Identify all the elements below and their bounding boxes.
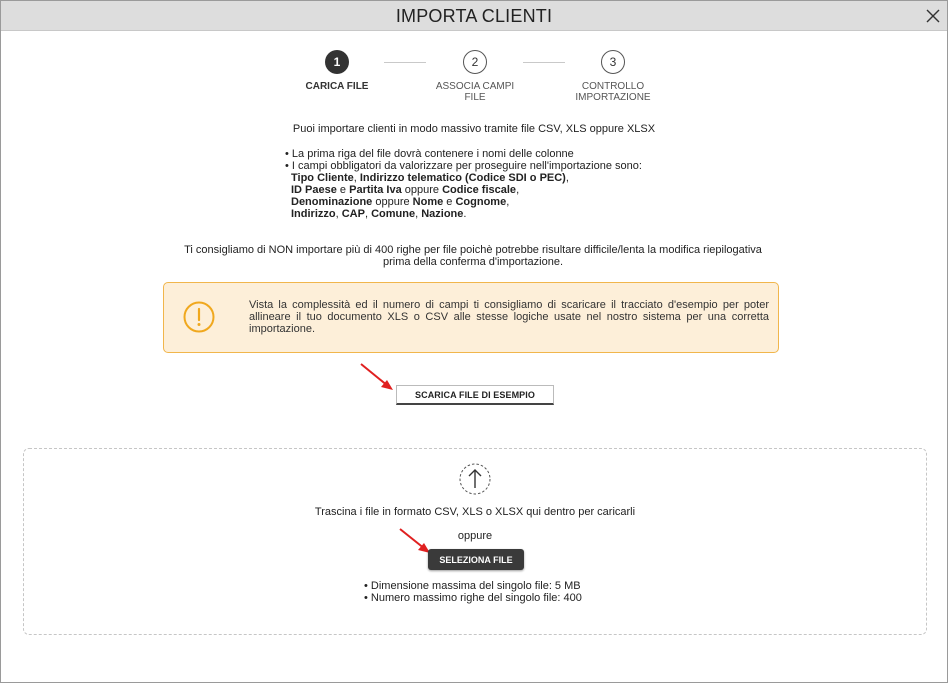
- rule-required-intro: • I campi obbligatori da valorizzare per proseguire nell'importazione sono:: [285, 160, 642, 172]
- limit-row-count: • Numero massimo righe del singolo file: 400: [364, 592, 582, 604]
- required-fields-line-4: Indirizzo, CAP, Comune, Nazione.: [291, 208, 467, 220]
- step-2-label: [420, 81, 530, 103]
- dialog-title: IMPORTA CLIENTI: [395, 6, 553, 26]
- annotation-arrow: [396, 525, 432, 555]
- file-dropzone[interactable]: [23, 448, 927, 635]
- step-3-label-line1: CONTROLLO: [581, 81, 645, 92]
- required-fields-line-1: Tipo Cliente, Indirizzo telematico (Codice SDI o PEC),: [291, 172, 569, 184]
- step-2-circle: 2: [463, 50, 487, 74]
- step-3-label: [558, 81, 668, 103]
- dropzone-or-text: oppure: [457, 530, 493, 542]
- step-3-circle: 3: [601, 50, 625, 74]
- step-controllo-importazione: [558, 50, 668, 103]
- annotation-arrow: [357, 360, 395, 392]
- step-1-label: CARICA FILE: [305, 81, 369, 92]
- row-limit-advice: [161, 244, 785, 268]
- step-3-label-line2: IMPORTAZIONE: [575, 92, 651, 103]
- close-icon[interactable]: [923, 6, 943, 26]
- download-sample-button[interactable]: SCARICA FILE DI ESEMPIO: [396, 385, 554, 405]
- warning-message: Vista la complessità ed il numero di campi ti consigliamo di scaricare il tracciato d'esempio per poter allineare il tuo documento XLS o CSV alle stesse logiche usate nel nostro sistema per una corretta importazione.: [249, 299, 769, 335]
- warning-box: [163, 282, 779, 353]
- dropzone-drag-text: Trascina i file in formato CSV, XLS o XLSX qui dentro per caricarli: [314, 506, 636, 518]
- dialog-titlebar: [1, 1, 947, 31]
- import-rules: [285, 148, 725, 220]
- rule-first-row: • La prima riga del file dovrà contenere i nomi delle colonne: [285, 148, 574, 160]
- required-fields-line-2: ID Paese e Partita Iva oppure Codice fiscale,: [291, 184, 520, 196]
- step-1-circle: 1: [325, 50, 349, 74]
- limit-file-size: • Dimensione massima del singolo file: 5 MB: [364, 580, 581, 592]
- upload-icon: [459, 463, 491, 495]
- select-file-button[interactable]: SELEZIONA FILE: [428, 549, 524, 570]
- advice-line-1: Ti consigliamo di NON importare più di 400 righe per file poichè potrebbe risultare difficile/lenta la modifica riepilogativa: [184, 244, 762, 256]
- warning-icon: [183, 301, 215, 333]
- step-2-label-line2: FILE: [464, 92, 486, 103]
- step-carica-file: [282, 50, 392, 92]
- step-2-label-line1: ASSOCIA CAMPI: [435, 81, 515, 92]
- intro-text: Puoi importare clienti in modo massivo tramite file CSV, XLS oppure XLSX: [292, 123, 656, 135]
- advice-line-2: prima della conferma d'importazione.: [382, 256, 564, 268]
- step-associa-campi: [420, 50, 530, 103]
- required-fields-line-3: Denominazione oppure Nome e Cognome,: [291, 196, 510, 208]
- upload-limits: [364, 580, 582, 604]
